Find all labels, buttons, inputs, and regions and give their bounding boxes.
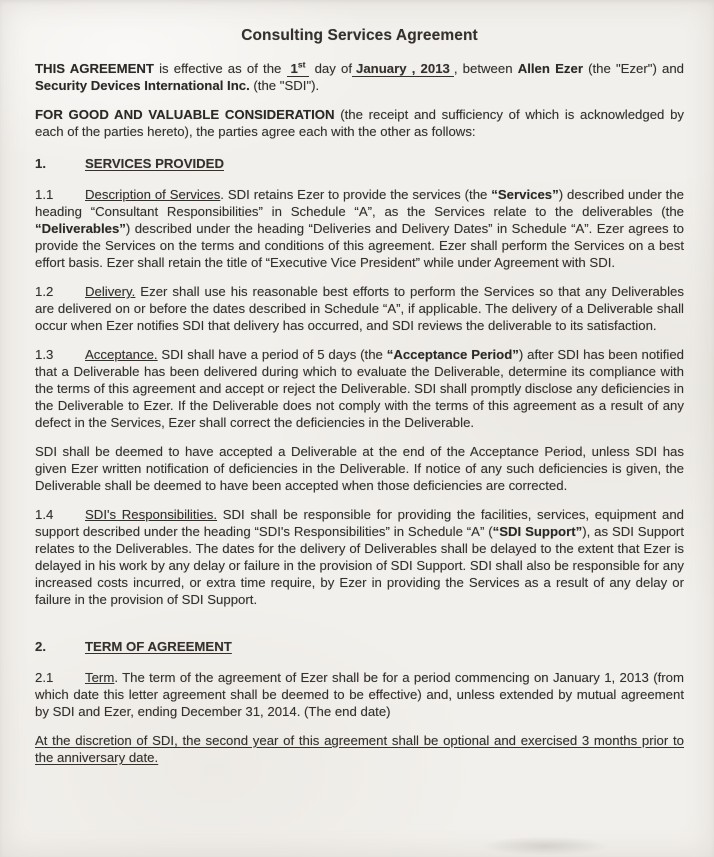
party-name-ezer: Allen Ezer [517,61,583,76]
preamble-text: (the "SDI"). [249,78,320,93]
defined-term-sdi-support: “SDI Support” [492,524,583,539]
effective-day-blank [287,61,310,77]
clause-heading: SDI's Responsibilities. [85,507,218,522]
section-title: TERM OF AGREEMENT [85,639,232,654]
clause-text: At the discretion of SDI, the second year of this agreement shall be optional and exercised 3 months prior to the anniversary date. [35,733,684,765]
preamble-text: is effective as of the [153,61,287,76]
defined-term-services: “Services” [491,187,559,202]
section-title: SERVICES PROVIDED [85,156,224,171]
effective-day-ordinal: st [297,59,306,70]
clause-heading: Description of Services [85,187,221,202]
clause-2-1 [35,669,684,720]
clause-number: 2.1 [35,670,54,685]
defined-term-this-agreement: THIS AGREEMENT [35,61,154,76]
renewal-option-paragraph [35,732,684,766]
effective-date-blank: January , 2013 [352,61,454,77]
document-title: Consulting Services Agreement [241,27,478,44]
deemed-acceptance-paragraph [35,443,684,494]
clause-number: 1.2 [35,284,54,299]
clause-1-2 [35,283,684,334]
clause-text: Ezer shall use his reasonable best efforts to perform the Services so that any Deliverables are delivered on or before the dates described in Schedule “A”, if applicable. The delivery of a Deliverable shall occur when Ezer notifies SDI that delivery has occurred, and SDI reviews the deliverable to its satisfaction. [35,284,684,333]
defined-term-deliverables: “Deliverables” [35,221,126,236]
section-1-heading [35,155,684,172]
clause-1-3 [35,346,684,431]
clause-number: 1.1 [35,187,54,202]
clause-1-1 [35,186,684,271]
preamble-text: , between [453,61,518,76]
clause-heading: Delivery. [85,284,136,299]
clause-text: ) after SDI has been notified that a Deliverable has been delivered during which to evaluate the Deliverable, determine its compliance with the terms of this agreement and accept or reject the Deliverable. SDI shall promptly disclose any deficiencies in the Deliverable to Ezer. If the Deliverable does not comply with the terms of this agreement as a result of any defect in the Services, Ezer shall correct the deficiencies in the Deliverable. [35,347,685,430]
preamble-text: (the "Ezer") and [582,61,684,76]
defined-term-acceptance-period: “Acceptance Period” [386,347,519,362]
clause-text: SDI shall have a period of 5 days (the [157,347,387,362]
effective-day-number: 1 [290,61,298,76]
consideration-text: (the receipt and sufficiency of which is acknowledged by each of the parties hereto), the parties agree each with the other as follows: [35,107,684,139]
clause-text: . SDI retains Ezer to provide the services (the [220,187,492,202]
clause-text: SDI shall be responsible for providing the facilities, services, equipment and support described under the heading “SDI's Responsibilities” in Schedule “A” ( [35,507,684,539]
preamble-text: day of [309,61,352,76]
section-number: 1. [35,156,46,171]
consideration-label: FOR GOOD AND VALUABLE CONSIDERATION [35,107,335,122]
consideration-paragraph [35,106,684,140]
section-number: 2. [35,639,46,654]
party-name-sdi: Security Devices International Inc. [35,78,250,93]
clause-heading: Term [85,670,115,685]
clause-text: . The term of the agreement of Ezer shall be for a period commencing on January 1, 2013 (from which date this letter agreement shall be deemed to be effective) and, unless extended by mutual agreement by SDI and Ezer, ending December 31, 2014. (The end date) [35,670,684,719]
clause-text: ), as SDI Support relates to the Deliverables. The dates for the delivery of Deliverables shall be delayed to the extent that Ezer is delayed in his work by any delay or failure in the provision of SDI Support. SDI shall also be responsible for any increased costs incurred, or extra time require, by Ezer in providing the Services as a result of any delay or failure in the provision of SDI Support. [35,524,684,607]
preamble-paragraph [35,60,684,94]
clause-text: ) described under the heading “Deliveries and Delivery Dates” in Schedule “A”. Ezer agrees to provide the Services on the terms and conditions of this agreement. Ezer shall perform the Services on a best effort basis. Ezer shall retain the title of “Executive Vice President” while under Agreement with SDI. [35,221,684,270]
clause-text: ) described under the heading “Consultant Responsibilities” in Schedule “A”, as the Services relate to the deliverables (the [35,187,684,219]
clause-heading: Acceptance. [85,347,158,362]
clause-text: SDI shall be deemed to have accepted a Deliverable at the end of the Acceptance Period, unless SDI has given Ezer written notification of deficiencies in the Deliverable. If notice of any such deficiencies is given, the Deliverable shall be deemed to have been accepted when those deficiencies are corrected. [35,444,684,493]
clause-1-4 [35,506,684,608]
clause-number: 1.4 [35,507,54,522]
section-2-heading [35,638,684,655]
clause-number: 1.3 [35,347,54,362]
